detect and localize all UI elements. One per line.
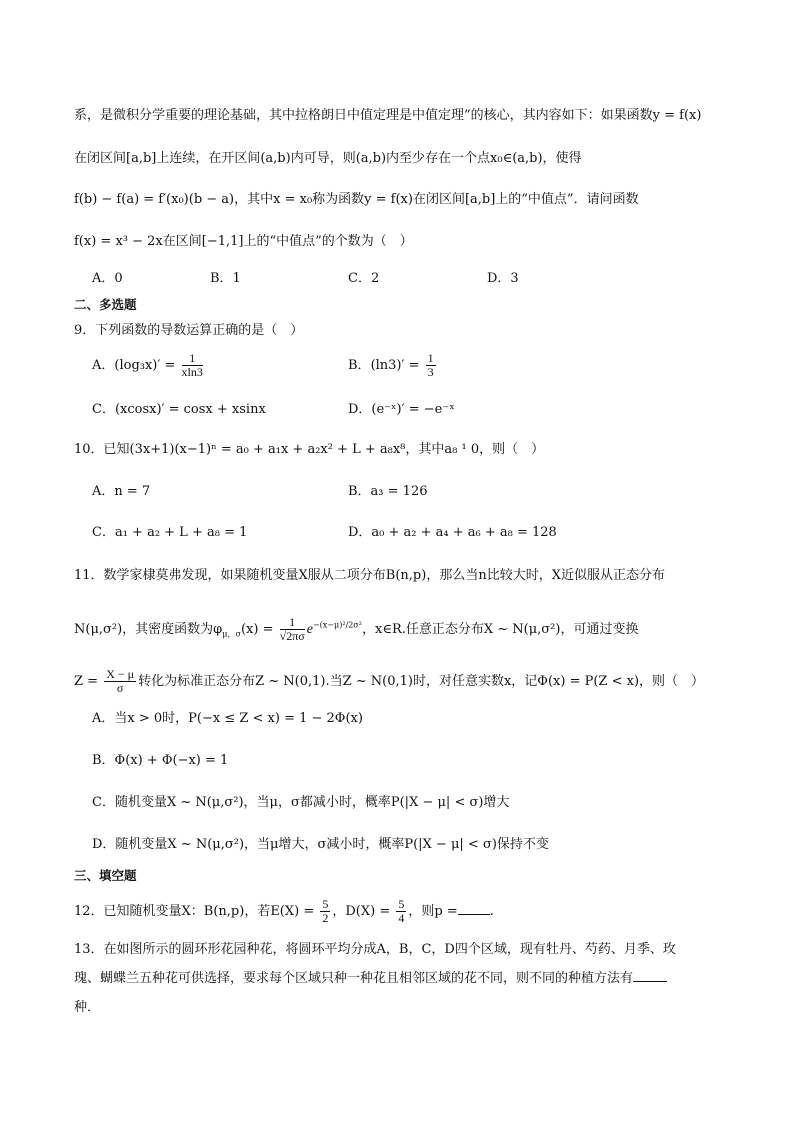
q11-line-3-end: 转化为标准正态分布Z ~ N(0,1).当Z ~ N(0,1)时，对任意实数x，记Φ(x) = P(Z < x)，则（ ） — [138, 674, 705, 689]
q12-post: ，则p = — [408, 904, 458, 919]
q11-density-subscript: μ，σ — [222, 629, 241, 639]
q13-line-3: 种． — [74, 1000, 101, 1015]
q12-answer-blank[interactable] — [458, 914, 490, 915]
q11-line-2-end: ，x∈R.任意正态分布X ~ N(μ,σ²)，可通过变换 — [361, 622, 639, 637]
q9-option-b-lhs: (ln3)′ = — [370, 358, 420, 373]
q11-option-d: D．随机变量X ~ N(μ,σ²)，当μ增大，σ减小时，概率P(|X − μ| < σ)保持不变 — [92, 837, 549, 852]
q13-line-1: 13．在如图所示的圆环形花园种花，将圆环平均分成A，B，C，D四个区域，现有牡丹、芍药、月季、玫 — [74, 942, 676, 957]
section-heading-fill-in: 三、填空题 — [74, 868, 137, 883]
q11-line-2-start: N(μ,σ²)，其密度函数为φ — [74, 622, 223, 637]
q11-z-denominator: σ — [116, 681, 124, 695]
q12-end: . — [489, 904, 494, 919]
q13-line-2-text: 瑰、蝴蝶兰五种花可供选择，要求每个区域只种一种花且相邻区域的花不同，则不同的种植方法有 — [74, 971, 634, 986]
q9-option-d: D．(e⁻ˣ)′ = −e⁻ˣ — [348, 402, 455, 417]
q10-option-a: A．n = 7 — [92, 484, 151, 499]
q11-option-b: B．Φ(x) + Φ(−x) = 1 — [92, 753, 229, 768]
q8-line-4: f(x) = x³ − 2x在区间[−1,1]上的“中值点”的个数为（ ） — [74, 234, 413, 249]
q8-option-d: D．3 — [487, 271, 519, 286]
q12-variance-fraction — [396, 898, 406, 925]
q11-density-equals: (x) = — [240, 622, 274, 637]
q8-line-3: f(b) − f(a) = f′(x₀)(b − a)，其中x = x₀称为函数y = f(x)在闭区间[a,b]上的“中值点”．请问函数 — [74, 192, 639, 207]
q9-option-c: C．(xcosx)′ = cosx + xsinx — [92, 402, 266, 417]
q12-e-denominator: 2 — [322, 911, 329, 925]
q8-option-b: B．1 — [210, 271, 241, 286]
q11-density-fraction — [280, 616, 305, 643]
q13-answer-blank[interactable] — [633, 981, 667, 982]
q11-option-c: C．随机变量X ~ N(μ,σ²)，当μ，σ都减小时，概率P(|X − μ| < σ)增大 — [92, 795, 510, 810]
q11-z-numerator: X − μ — [106, 667, 135, 681]
q10-stem: 10．已知(3x+1)(x−1)ⁿ = a₀ + a₁x + a₂x² + L + a₈x⁸，其中a₈ ¹ 0，则（ ） — [74, 442, 545, 457]
q8-option-a: A．0 — [92, 271, 123, 286]
q11-density-numerator: 1 — [280, 616, 305, 630]
q12-pre: 12．已知随机变量X：B(n,p)，若E(X) = — [74, 904, 315, 919]
q13-line-2 — [74, 970, 667, 988]
q12-d-denominator: 4 — [398, 911, 405, 925]
q9-b-numerator: 1 — [427, 351, 434, 365]
q10-option-d: D．a₀ + a₂ + a₄ + a₆ + a₈ = 128 — [348, 525, 557, 540]
q10-option-b: B．a₃ = 126 — [348, 484, 428, 499]
q8-option-c: C．2 — [348, 271, 380, 286]
q11-z-fraction — [104, 668, 136, 695]
q8-line-1: 系，是微积分学重要的理论基础，其中拉格朗日中值定理是中值定理”的核心，其内容如下：如果函数y = f(x) — [74, 108, 702, 123]
q11-density-denominator: √2πσ — [279, 629, 305, 643]
q12-expectation-fraction — [320, 898, 330, 925]
q9-b-denominator: 3 — [427, 365, 434, 379]
q9-a-denominator: xln3 — [181, 365, 203, 379]
q11-z-label: Z = — [74, 674, 99, 689]
q12-d-numerator: 5 — [398, 897, 405, 911]
q11-density-exponent: −(x−μ)²/2σ² — [312, 620, 362, 630]
q9-option-a-lhs: (log₃x)′ = — [114, 358, 176, 373]
q11-line-2: N(μ,σ²)，其密度函数为$\varphi_{\mu,\sigma}(x)$ = $\frac{1}{√2\pi\sigma}$ $e^{-(x-\mu)^2/2\sigma^2}$，x∈R.任意正态分布X ~ N(μ,σ²)，可通过变换 — [74, 615, 639, 643]
q9-stem: 9．下列函数的导数运算正确的是（ ） — [74, 323, 304, 338]
q9-option-b-label: B． — [348, 358, 371, 373]
q12-mid: ，D(X) = — [332, 904, 391, 919]
q10-option-c: C．a₁ + a₂ + L + a₈ = 1 — [92, 525, 248, 540]
q8-line-2: 在闭区间[a,b]上连续，在开区间(a,b)内可导，则(a,b)内至少存在一个点x₀∈(a,b)，使得 — [74, 151, 582, 166]
q9-option-a-fraction — [182, 352, 203, 379]
section-heading-multiple-choice: 二、多选题 — [74, 297, 137, 312]
q9-option-b — [348, 352, 438, 379]
q11-line-1: 11．数学家棣莫弗发现，如果随机变量X服从二项分布B(n,p)，那么当n比较大时，X近似服从正态分布 — [74, 568, 665, 583]
q9-option-a-label: A． — [92, 358, 115, 373]
q9-option-b-fraction — [426, 352, 436, 379]
q9-option-a — [92, 352, 205, 379]
q12-stem — [74, 898, 494, 925]
q9-a-numerator: 1 — [182, 352, 203, 366]
q12-e-numerator: 5 — [322, 897, 329, 911]
q11-option-a: A．当x > 0时，P(−x ≤ Z < x) = 1 − 2Φ(x) — [92, 711, 363, 726]
q11-line-3 — [74, 668, 704, 695]
